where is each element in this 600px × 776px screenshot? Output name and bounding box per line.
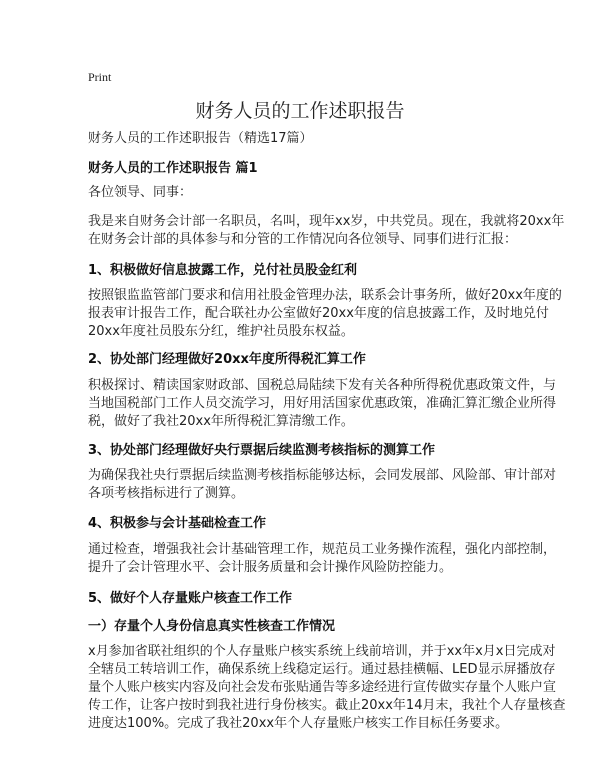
text-line: 我是来自财务会计部一名职员，名叫，现年xx岁，中共党员。现在，我就将20xx年 — [88, 214, 565, 229]
paragraph-3 — [88, 467, 557, 503]
text-line: 各项考核指标进行了测算。 — [88, 486, 245, 501]
text-line: 在财务会计部的具体参与和分管的工作情况向各位领导、同事们进行汇报： — [88, 232, 518, 247]
heading-4: 4、积极参与会计基础检查工作 — [88, 516, 267, 531]
text-line: 报表审计报告工作，配合联社办公室做好20xx年度的信息披露工作，及时地兑付 — [88, 306, 549, 321]
heading-2: 2、协处部门经理做好20xx年度所得税汇算工作 — [88, 352, 366, 367]
subheading-5-1: 一）存量个人身份信息真实性核查工作情况 — [88, 619, 336, 634]
print-label: Print — [88, 70, 112, 84]
text-line: 按照银监监管部门要求和信用社股金管理办法，联系会计事务所，做好20xx年度的 — [88, 288, 562, 303]
paragraph-4 — [88, 541, 557, 577]
text-line: 通过检查，增强我社会计基础管理工作，规范员工业务操作流程，强化内部控制， — [88, 542, 557, 557]
paragraph-2 — [88, 377, 557, 431]
text-line: 为确保我社央行票据后续监测考核指标能够达标，会同发展部、风险部、审计部对 — [88, 468, 557, 483]
intro-paragraph — [88, 213, 565, 249]
section-heading: 财务人员的工作述职报告 篇1 — [88, 161, 258, 176]
text-line: 当地国税部门工作人员交流学习，用好用活国家优惠政策，准确汇算汇缴企业所得 — [88, 396, 557, 411]
subtitle: 财务人员的工作述职报告（精选17篇） — [88, 131, 313, 146]
text-line: 积极探讨、精读国家财政部、国税总局陆续下发有关各种所得税优惠政策文件，与 — [88, 378, 557, 393]
paragraph-1 — [88, 287, 562, 341]
text-line: 税，做好了我社20xx年所得税汇算清缴工作。 — [88, 414, 354, 429]
text-line: 提升了会计管理水平、会计服务质量和会计操作风险防控能力。 — [88, 560, 453, 575]
text-line: 全辖员工转培训工作，确保系统上线稳定运行。通过悬挂横幅、LED显示屏播放存 — [88, 662, 556, 677]
heading-3: 3、协处部门经理做好央行票据后续监测考核指标的测算工作 — [88, 443, 436, 458]
text-line: x月参加省联社组织的个人存量账户核实系统上线前培训，并于xx年x月x日完成对 — [88, 644, 556, 659]
heading-5: 5、做好个人存量账户核查工作工作 — [88, 591, 293, 606]
text-line: 20xx年度社员股东分红，维护社员股东权益。 — [88, 324, 354, 339]
text-line: 传工作，让客户按时到我社进行身份核实。截止20xx年14月末，我社个人存量核查 — [88, 698, 566, 713]
text-line: 进度达100%。完成了我社20xx年个人存量账户核实工作目标任务要求。 — [88, 716, 509, 731]
text-line: 量个人账户核实内容及向社会发布张贴通告等多途经进行宣传做实存量个人账户宣 — [88, 680, 557, 695]
heading-1: 1、积极做好信息披露工作，兑付社员股金红利 — [88, 263, 358, 278]
page-title: 财务人员的工作述职报告 — [195, 100, 405, 122]
greeting: 各位领导、同事： — [88, 185, 193, 200]
paragraph-5 — [88, 643, 566, 733]
